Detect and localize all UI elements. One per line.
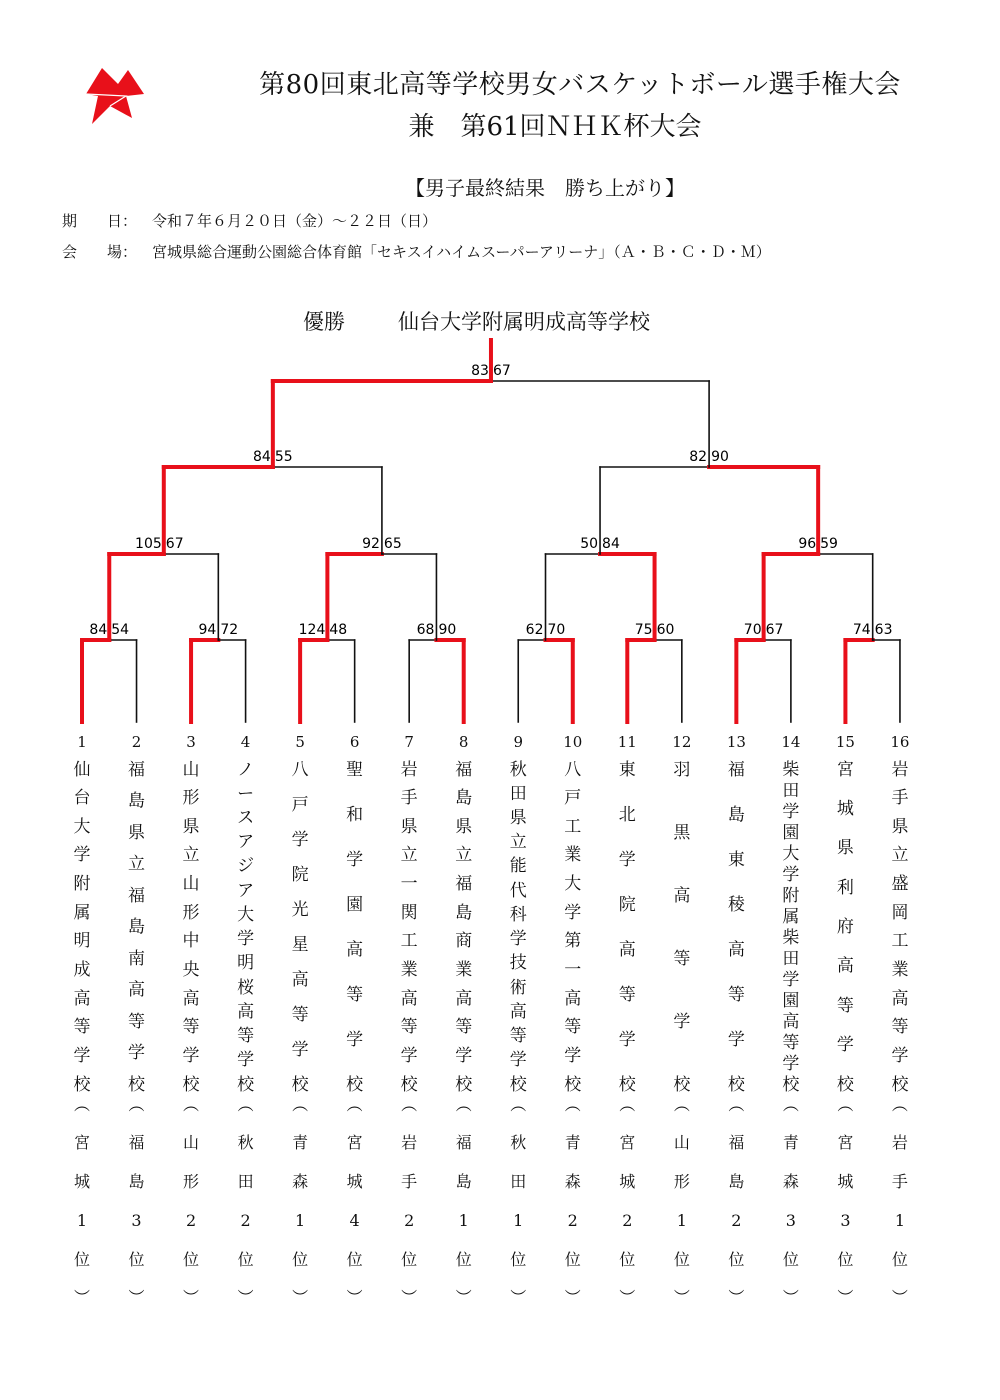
date-value: 令和７年６月２０日（金）～２２日（日） (152, 212, 438, 230)
paren-close: ︶ (728, 1288, 745, 1307)
pref-char: 森 (782, 1172, 799, 1191)
score-qf-right: 84 (602, 536, 620, 552)
rank-suffix: 位 (728, 1250, 745, 1269)
paren-close: ︶ (401, 1288, 418, 1307)
winner-label: 優勝 (303, 310, 345, 334)
rank-suffix: 位 (455, 1250, 472, 1269)
score-sf-left: 82 (689, 449, 708, 465)
rank-suffix: 位 (128, 1250, 145, 1269)
rank-number: 4 (349, 1211, 360, 1230)
rank-number: 1 (76, 1211, 88, 1230)
score-r1-left: 84 (89, 622, 108, 638)
score-r1-right: 90 (438, 622, 457, 638)
score-r1-right: 67 (765, 622, 784, 638)
team-seed: 5 (295, 733, 305, 751)
pref-char: 森 (292, 1172, 309, 1191)
rank-number: 3 (131, 1211, 142, 1230)
team-seed: 14 (781, 733, 801, 751)
team-seed: 7 (404, 733, 414, 751)
rank-suffix: 位 (619, 1250, 636, 1269)
paren-open: ︵ (673, 1095, 690, 1114)
paren-close: ︶ (455, 1288, 472, 1307)
rank-number: 1 (894, 1211, 906, 1230)
date-colon: ： (122, 212, 138, 230)
paren-close: ︶ (891, 1288, 908, 1307)
rank-suffix: 位 (292, 1250, 309, 1269)
pref-char: 島 (455, 1172, 472, 1191)
paren-open: ︵ (183, 1095, 200, 1114)
rank-suffix: 位 (237, 1250, 254, 1269)
pref-char: 青 (782, 1133, 799, 1152)
team-seed: 11 (617, 733, 637, 751)
team-seed: 10 (563, 733, 583, 751)
score-qf-right: 59 (820, 536, 838, 552)
score-final-left: 83 (471, 363, 489, 379)
date-label: 期 日 (62, 212, 123, 230)
rank-number: 2 (731, 1211, 742, 1230)
rank-suffix: 位 (673, 1250, 690, 1269)
score-r1-right: 48 (329, 622, 348, 638)
rank-number: 2 (622, 1211, 633, 1230)
pref-char: 手 (891, 1172, 908, 1191)
rank-suffix: 位 (401, 1250, 418, 1269)
pref-char: 秋 (510, 1133, 527, 1152)
venue-value: 宮城県総合運動公園総合体育館「セキスイハイムスーパーアリーナ」（Ａ・Ｂ・Ｃ・Ｄ・Ｍ） (152, 243, 771, 261)
pref-char: 城 (73, 1172, 90, 1191)
team-seed: 3 (186, 733, 196, 751)
score-sf-right: 55 (274, 449, 293, 465)
score-qf-left: 92 (362, 536, 380, 552)
pref-char: 島 (128, 1172, 145, 1191)
rank-suffix: 位 (183, 1250, 200, 1269)
team-seed: 1 (77, 733, 87, 751)
paren-open: ︵ (237, 1095, 254, 1114)
pref-char: 田 (237, 1172, 254, 1191)
score-qf-left: 50 (580, 536, 599, 552)
team-seed: 16 (890, 733, 910, 751)
pref-char: 岩 (401, 1133, 418, 1152)
pref-char: 手 (401, 1172, 418, 1191)
score-sf-right: 90 (711, 449, 729, 465)
score-r1-right: 63 (874, 622, 893, 638)
pref-char: 福 (128, 1133, 145, 1152)
venue-colon: ： (122, 243, 138, 261)
score-qf-left: 105 (135, 536, 162, 552)
paren-open: ︵ (782, 1095, 799, 1114)
rank-number: 2 (240, 1211, 251, 1230)
score-qf-left: 96 (798, 536, 817, 552)
pref-char: 島 (728, 1172, 745, 1191)
score-r1-left: 94 (198, 622, 217, 638)
paren-close: ︶ (510, 1288, 527, 1307)
score-r1-right: 54 (111, 622, 130, 638)
pref-char: 青 (292, 1133, 309, 1152)
paren-open: ︵ (837, 1095, 854, 1114)
pref-char: 城 (837, 1172, 854, 1191)
team-seed: 8 (458, 733, 469, 751)
paren-open: ︵ (346, 1095, 363, 1114)
score-r1-right: 70 (547, 622, 566, 638)
score-r1-right: 60 (656, 622, 675, 638)
paren-close: ︶ (619, 1288, 636, 1307)
rank-suffix: 位 (564, 1250, 581, 1269)
paren-open: ︵ (455, 1095, 472, 1114)
rank-suffix: 位 (782, 1250, 799, 1269)
paren-close: ︶ (292, 1288, 309, 1307)
rank-suffix: 位 (510, 1250, 527, 1269)
pref-char: 宮 (73, 1133, 90, 1152)
pref-char: 秋 (237, 1133, 254, 1152)
pref-char: 宮 (619, 1133, 636, 1152)
rank-suffix: 位 (891, 1250, 908, 1269)
paren-close: ︶ (782, 1288, 799, 1307)
title-line1: 第80回東北高等学校男女バスケットボール選手権大会 (259, 70, 901, 100)
rank-suffix: 位 (73, 1250, 90, 1269)
paren-close: ︶ (237, 1288, 254, 1307)
paren-close: ︶ (128, 1288, 145, 1307)
score-r1-left: 74 (852, 622, 871, 638)
paren-open: ︵ (73, 1095, 90, 1114)
rank-number: 2 (404, 1211, 415, 1230)
title-line2: 兼 第61回ＮＨＫ杯大会 (408, 112, 702, 142)
paren-close: ︶ (183, 1288, 200, 1307)
pref-char: 岩 (891, 1133, 908, 1152)
pref-char: 宮 (346, 1133, 363, 1152)
score-sf-left: 84 (253, 449, 271, 465)
pref-char: 青 (564, 1133, 581, 1152)
rank-number: 3 (840, 1211, 851, 1230)
pref-char: 福 (455, 1133, 472, 1152)
paren-open: ︵ (510, 1095, 527, 1114)
paren-open: ︵ (564, 1095, 581, 1114)
rank-suffix: 位 (346, 1250, 363, 1269)
rank-number: 1 (458, 1211, 469, 1230)
score-qf-right: 67 (165, 536, 184, 552)
rank-number: 2 (185, 1211, 197, 1230)
score-qf-right: 65 (383, 536, 402, 552)
pref-char: 城 (619, 1172, 636, 1191)
paren-open: ︵ (292, 1095, 309, 1114)
pref-char: 山 (673, 1133, 690, 1152)
winner-name: 仙台大学附属明成高等学校 (398, 310, 650, 334)
pref-char: 福 (728, 1133, 745, 1152)
rank-number: 1 (295, 1211, 306, 1230)
team-seed: 12 (672, 733, 692, 751)
score-r1-left: 68 (416, 622, 435, 638)
paren-close: ︶ (673, 1288, 690, 1307)
rank-number: 2 (567, 1211, 578, 1230)
pref-char: 宮 (837, 1133, 854, 1152)
venue-label: 会 場 (62, 243, 123, 261)
score-final-right: 67 (492, 363, 511, 379)
pref-char: 森 (564, 1172, 581, 1191)
team-seed: 9 (513, 733, 523, 751)
rank-suffix: 位 (837, 1250, 854, 1269)
pref-char: 山 (183, 1133, 200, 1152)
score-r1-left: 75 (634, 622, 653, 638)
team-seed: 13 (726, 733, 746, 751)
score-r1-left: 124 (298, 622, 326, 638)
team-seed: 6 (349, 733, 360, 751)
rank-number: 1 (676, 1211, 687, 1230)
score-r1-left: 62 (525, 622, 544, 638)
pref-char: 城 (346, 1172, 363, 1191)
rank-number: 3 (785, 1211, 796, 1230)
paren-close: ︶ (73, 1288, 90, 1307)
pref-char: 形 (183, 1172, 200, 1191)
paren-close: ︶ (346, 1288, 363, 1307)
paren-close: ︶ (564, 1288, 581, 1307)
paren-open: ︵ (891, 1095, 908, 1114)
team-seed: 4 (240, 733, 251, 751)
score-r1-right: 72 (220, 622, 239, 638)
score-r1-left: 70 (743, 622, 762, 638)
team-seed: 15 (835, 733, 855, 751)
rank-number: 1 (513, 1211, 524, 1230)
paren-open: ︵ (728, 1095, 745, 1114)
team-seed: 2 (131, 733, 142, 751)
subtitle: 【男子最終結果 勝ち上がり】 (405, 176, 685, 200)
paren-open: ︵ (128, 1095, 145, 1114)
paren-open: ︵ (619, 1095, 636, 1114)
pref-char: 形 (673, 1172, 690, 1191)
paren-open: ︵ (401, 1095, 418, 1114)
paren-close: ︶ (837, 1288, 854, 1307)
pref-char: 田 (510, 1172, 527, 1191)
